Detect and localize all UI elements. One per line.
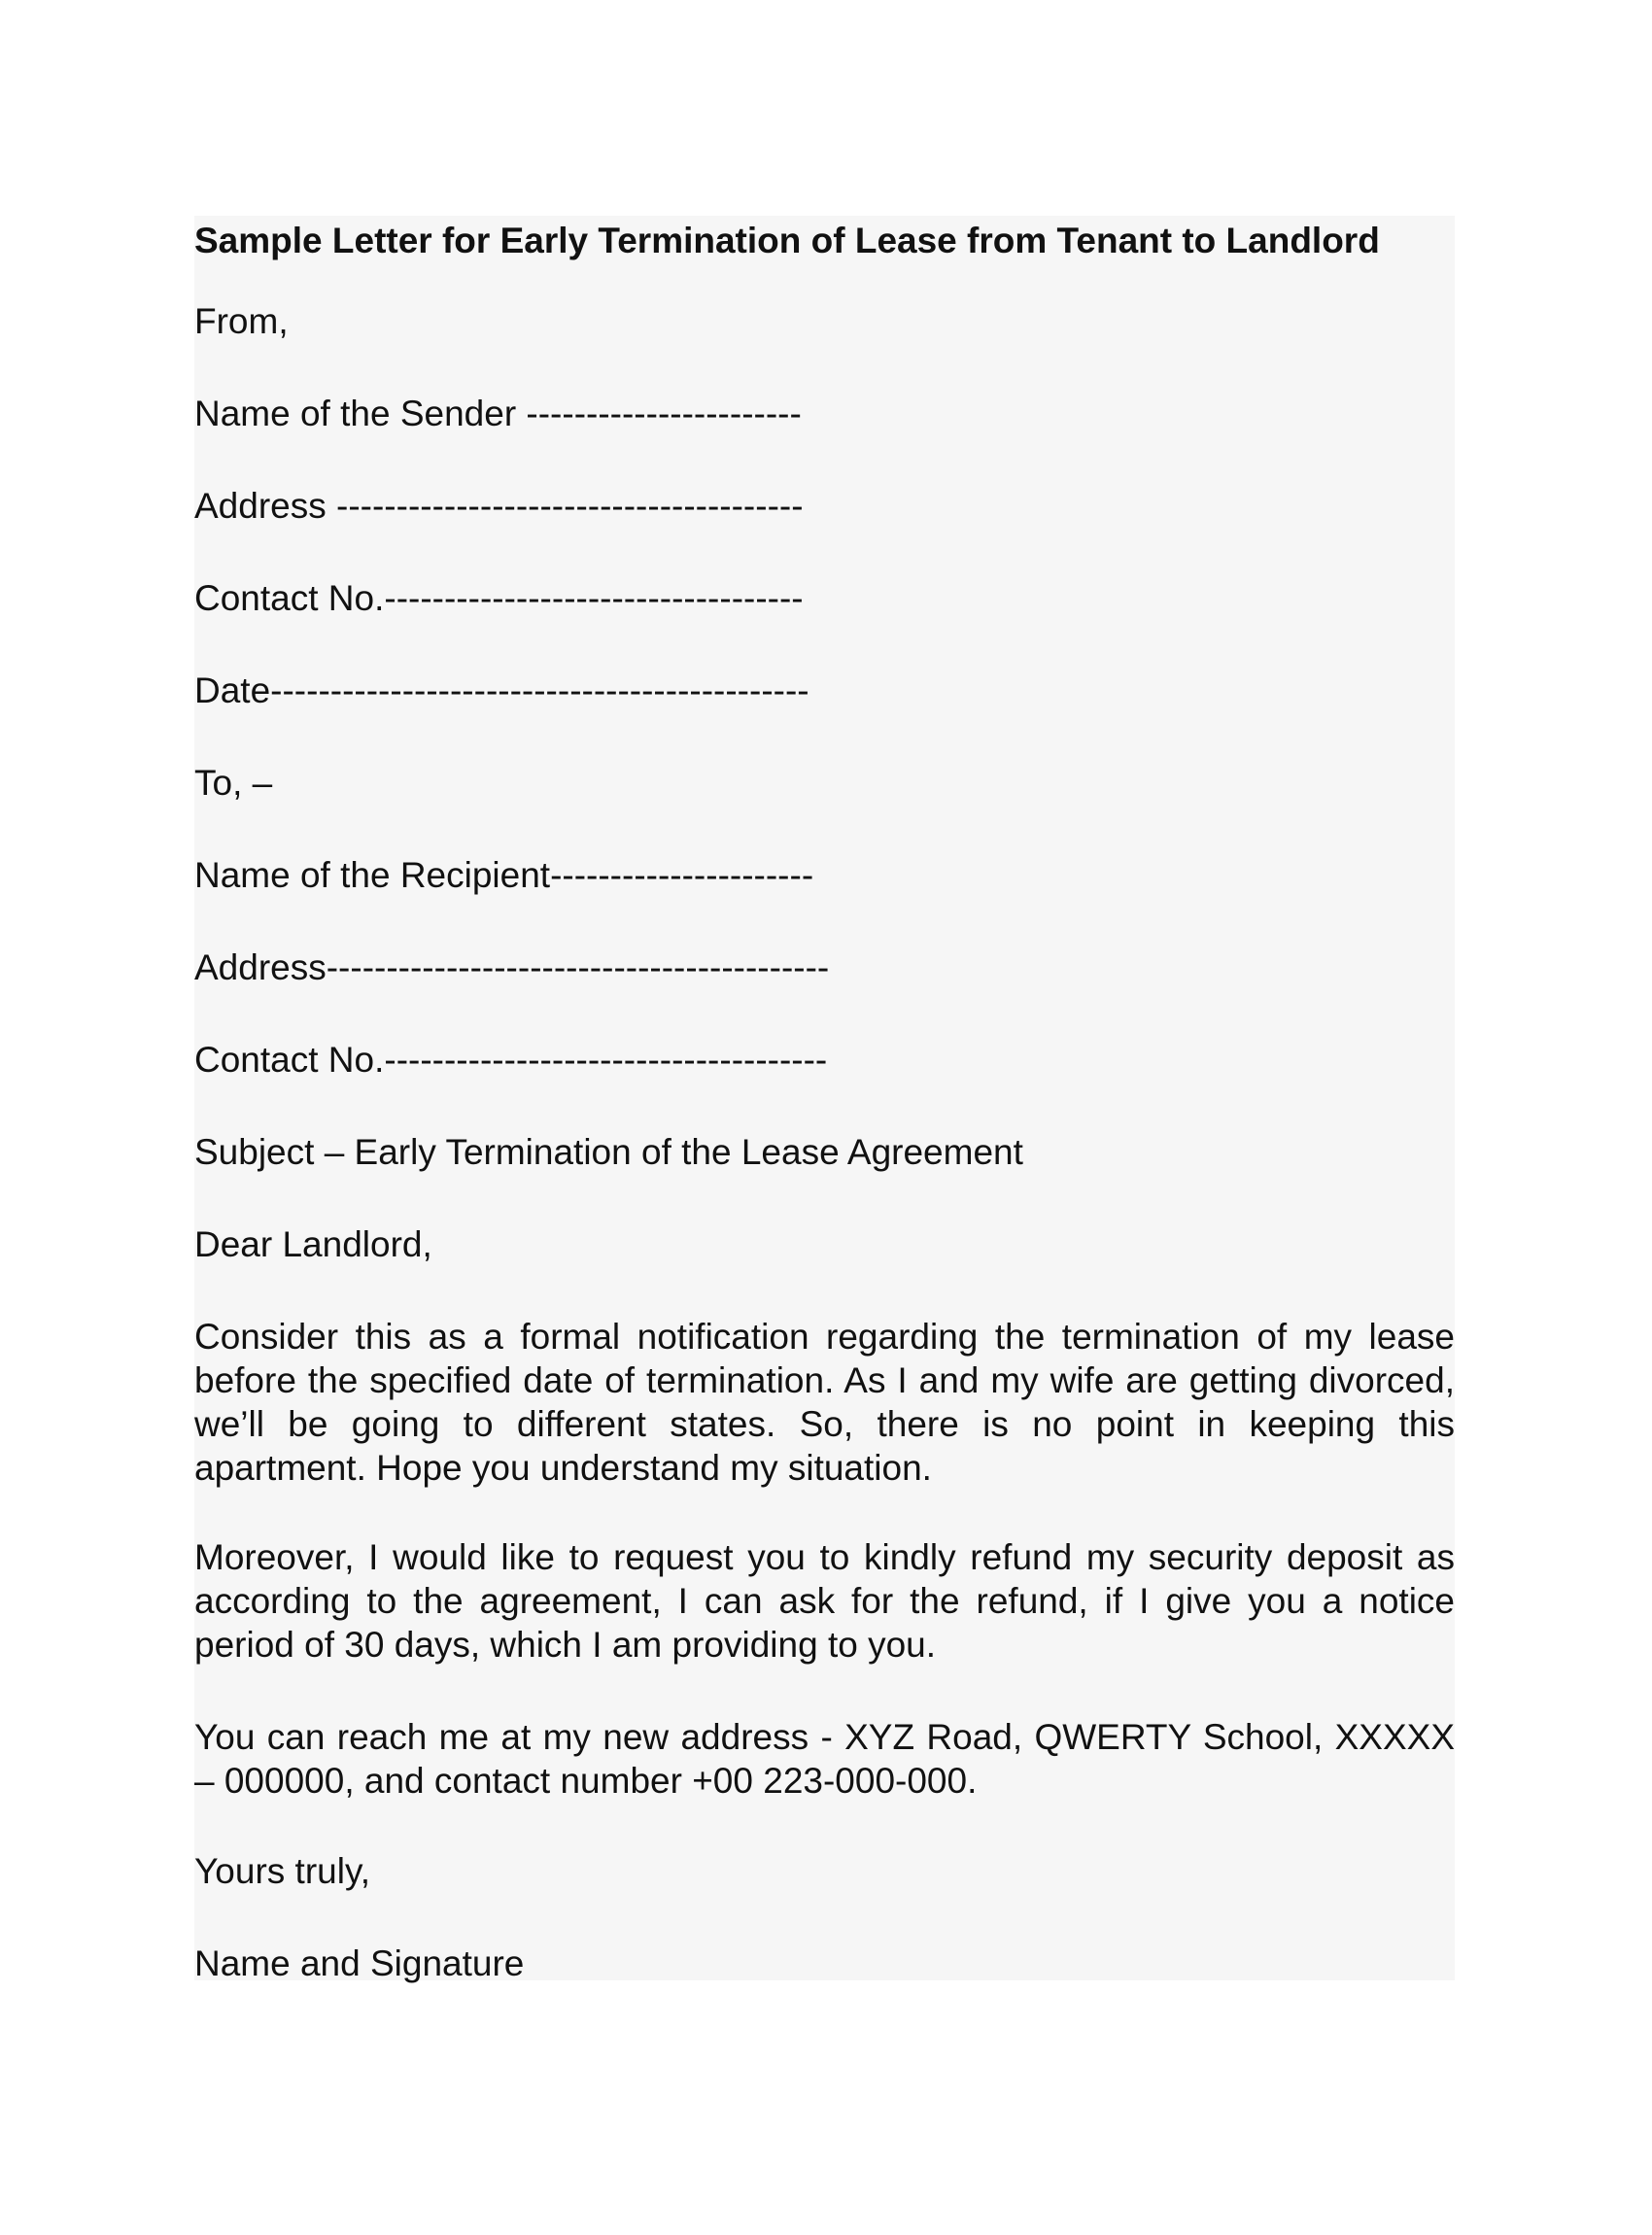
sender-name-field: Name of the Sender ----------------------- <box>194 394 802 433</box>
sender-address-field: Address --------------------------------------- <box>194 486 804 526</box>
body-paragraph: Consider this as a formal notification regarding the termination of my lease before the specified date of termination. As I and my wife are getting divorced, we’ll be going to different states. So, there is no point in keeping this apartment. Hope you understand my situation. <box>194 1317 1455 1488</box>
recipient-name-field: Name of the Recipient---------------------- <box>194 855 814 895</box>
from-label: From, <box>194 301 289 341</box>
body-paragraph: Moreover, I would like to request you to kindly refund my security deposit as according to the agreement, I can ask for the refund, if I give you a notice period of 30 days, which I am providing to you. <box>194 1537 1455 1665</box>
body-paragraph: You can reach me at my new address - XYZ Road, QWERTY School, XXXXX – 000000, and contact number +00 223-000-000. <box>194 1717 1455 1801</box>
recipient-address-field: Address------------------------------------------ <box>194 947 830 987</box>
letter-title: Sample Letter for Early Termination of Lease from Tenant to Landlord <box>194 221 1380 260</box>
recipient-contact-field: Contact No.------------------------------------- <box>194 1040 828 1080</box>
signature-line: Name and Signature <box>194 1943 525 1983</box>
date-field: Date--------------------------------------------- <box>194 670 809 710</box>
sender-contact-field: Contact No.----------------------------------- <box>194 578 804 618</box>
to-label: To, – <box>194 763 273 803</box>
salutation: Dear Landlord, <box>194 1224 432 1264</box>
subject-line: Subject – Early Termination of the Lease Agreement <box>194 1132 1023 1172</box>
letter-body <box>194 219 1455 1985</box>
closing: Yours truly, <box>194 1851 370 1891</box>
